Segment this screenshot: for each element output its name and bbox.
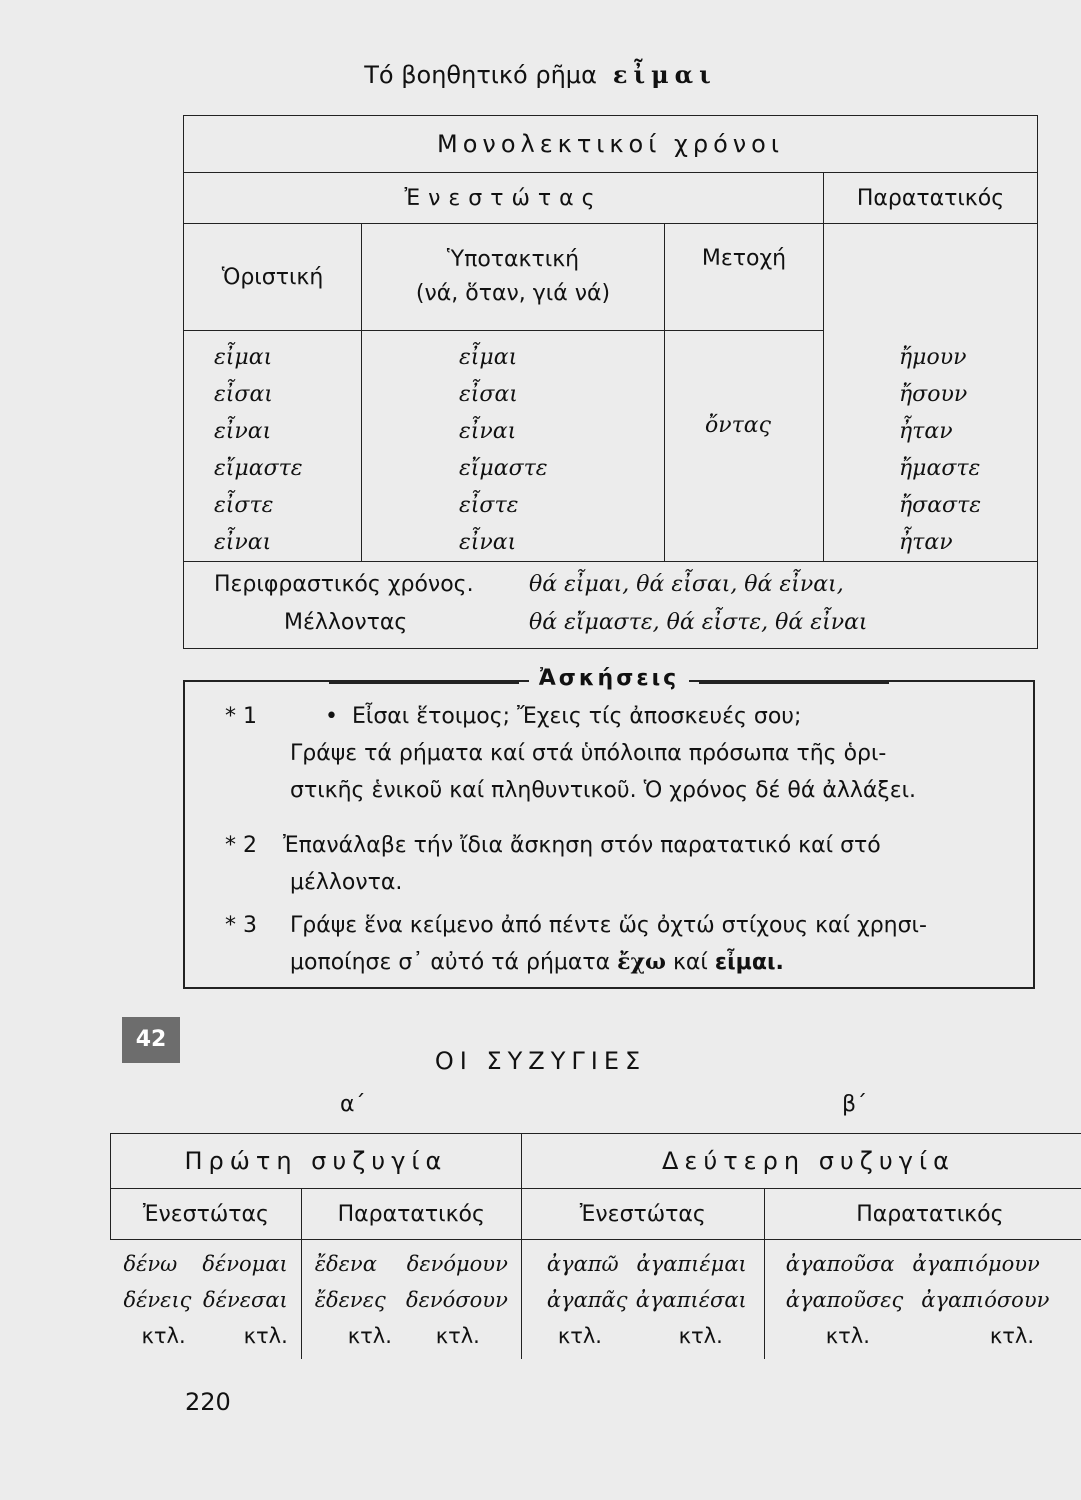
second-present-header: Ἐνεστώτας bbox=[521, 1189, 764, 1240]
subjunctive-form: εἶναι bbox=[459, 419, 517, 444]
exercise-text: Ἐπανάλαβε τήν ἴδια ἄσκηση στόν παρατατικό καί στό bbox=[283, 833, 881, 858]
exercise-2 bbox=[225, 827, 1025, 901]
form-pair: δένω δένομαι bbox=[123, 1252, 288, 1276]
participle-column bbox=[665, 331, 824, 562]
section-title: ΟΙ ΣΥΖΥΓΙΕΣ bbox=[434, 1047, 647, 1075]
title-verb: εἶμαι bbox=[612, 60, 717, 89]
subjunctive-form: εἶμαι bbox=[459, 345, 518, 370]
participle-header: Μετοχή bbox=[665, 224, 824, 331]
indicative-form: εἴμαστε bbox=[214, 456, 303, 481]
exercises-title-rule bbox=[699, 682, 889, 684]
second-imperfect-header: Παρατατικός bbox=[764, 1189, 1081, 1240]
form-pair: ἀγαπᾶς ἀγαπιέσαι bbox=[546, 1288, 747, 1312]
form-pair: δένεις δένεσαι bbox=[123, 1288, 288, 1312]
subjunctive-note: (νά, ὅταν, γιά νά) bbox=[415, 281, 611, 306]
exercise-text: Εἶσαι ἕτοιμος; Ἔχεις τίς ἀποσκευές σου; bbox=[352, 704, 802, 729]
future-forms-line2: θά εἴμαστε, θά εἶστε, θά εἶναι bbox=[529, 610, 868, 635]
form-pair: ἔδενα δενόμουν bbox=[314, 1252, 508, 1276]
exercise-marker: * 1 bbox=[225, 704, 257, 729]
form-pair: ἔδενες δενόσουν bbox=[314, 1288, 508, 1312]
first-present-header: Ἐνεστώτας bbox=[111, 1189, 302, 1240]
exercise-text: στικῆς ἑνικοῦ καί πληθυντικοῦ. Ὁ χρόνος δέ θά ἀλλάξει. bbox=[290, 778, 917, 803]
participle-form: ὄντας bbox=[705, 413, 771, 438]
imperfect-form: ἤμουν bbox=[899, 344, 967, 370]
form-pair: κτλ. κτλ. bbox=[141, 1324, 288, 1348]
indicative-form: εἶστε bbox=[214, 493, 274, 518]
section-number-badge: 42 bbox=[122, 1017, 180, 1063]
indicative-form: εἶσαι bbox=[214, 382, 273, 407]
monolectic-tenses-header: Μονολεκτικοί χρόνοι bbox=[184, 116, 1038, 173]
exercise-text: μέλλοντα. bbox=[290, 870, 403, 895]
page-number: 220 bbox=[185, 1388, 231, 1416]
exercises-title-rule bbox=[329, 682, 519, 684]
imperfect-form: ἦταν bbox=[899, 529, 953, 555]
periphrastic-label: Περιφραστικός χρόνος. bbox=[214, 572, 474, 597]
indicative-form: εἶμαι bbox=[214, 345, 273, 370]
second-present-column bbox=[521, 1240, 764, 1360]
form-pair: κτλ. κτλ. bbox=[557, 1324, 723, 1348]
subjunctive-form: εἶσαι bbox=[459, 382, 518, 407]
exercise-text: μοποίησε σ᾽ αὐτό τά ρήματα ἔχω καί εἶμαι. bbox=[290, 949, 784, 975]
subjunctive-header: Ὑποτακτική (νά, ὅταν, γιά νά) bbox=[362, 224, 665, 331]
exercise-marker: * 2 bbox=[225, 833, 257, 858]
imperfect-column bbox=[824, 331, 1038, 562]
indicative-form: εἶναι bbox=[214, 530, 272, 555]
first-conjugation-header: Πρώτη συζυγία bbox=[111, 1134, 522, 1189]
form-pair: κτλ. κτλ. bbox=[825, 1324, 1034, 1348]
first-imperfect-header: Παρατατικός bbox=[301, 1189, 521, 1240]
form-pair: ἀγαποῦσα ἀγαπιόμουν bbox=[785, 1252, 1040, 1276]
subjunctive-form: εἶναι bbox=[459, 530, 517, 555]
subjunctive-form: εἶστε bbox=[459, 493, 519, 518]
indicative-column bbox=[184, 331, 362, 562]
verb-eimai: εἶμαι. bbox=[714, 950, 784, 975]
first-imperfect-column bbox=[301, 1240, 521, 1360]
exercise-1 bbox=[225, 698, 1025, 809]
first-present-column bbox=[111, 1240, 302, 1360]
imperfect-header: Παρατατικός bbox=[824, 173, 1038, 224]
second-conjugation-header: Δεύτερη συζυγία bbox=[521, 1134, 1081, 1189]
exercises-box bbox=[183, 666, 1035, 989]
imperfect-form: ἤσουν bbox=[899, 381, 968, 407]
exercise-text: Γράψε ἕνα κείμενο ἀπό πέντε ὥς ὀχτώ στίχους καί χρησι- bbox=[290, 913, 927, 938]
subjunctive-column bbox=[362, 331, 665, 562]
imperfect-form: ἤσαστε bbox=[899, 492, 982, 518]
imperfect-form: ἤμαστε bbox=[899, 455, 981, 481]
bullet-icon: • bbox=[325, 704, 338, 729]
future-forms-line1: θά εἶμαι, θά εἶσαι, θά εἶναι, bbox=[529, 572, 844, 597]
periphrastic-row bbox=[184, 562, 1038, 649]
subjunctive-form: εἴμαστε bbox=[459, 456, 548, 481]
future-label: Μέλλοντας bbox=[284, 610, 408, 635]
label-beta: β´ bbox=[842, 1092, 868, 1117]
form-pair: ἀγαπῶ ἀγαπιέμαι bbox=[546, 1252, 747, 1276]
second-imperfect-column bbox=[764, 1240, 1081, 1360]
indicative-header: Ὁριστική bbox=[184, 224, 362, 331]
einai-conjugation-table bbox=[183, 115, 1038, 649]
form-pair: κτλ. κτλ. bbox=[347, 1324, 480, 1348]
imperfect-form: ἦταν bbox=[899, 418, 953, 444]
exercise-text: Γράψε τά ρήματα καί στά ὑπόλοιπα πρόσωπα τῆς ὁρι- bbox=[290, 741, 887, 766]
label-alpha: α´ bbox=[340, 1092, 366, 1117]
exercise-3 bbox=[225, 907, 1025, 981]
indicative-form: εἶναι bbox=[214, 419, 272, 444]
exercises-title: Ἀσκήσεις bbox=[529, 666, 689, 691]
exercise-marker: * 3 bbox=[225, 913, 257, 938]
present-header: Ἐνεστώτας bbox=[184, 173, 824, 224]
page-title: Τό βοηθητικό ρῆμα εἶμαι bbox=[364, 60, 717, 89]
verb-echo: ἔχω bbox=[617, 949, 666, 975]
form-pair: ἀγαποῦσες ἀγαπιόσουν bbox=[785, 1288, 1050, 1312]
conjugations-table bbox=[110, 1133, 1081, 1359]
